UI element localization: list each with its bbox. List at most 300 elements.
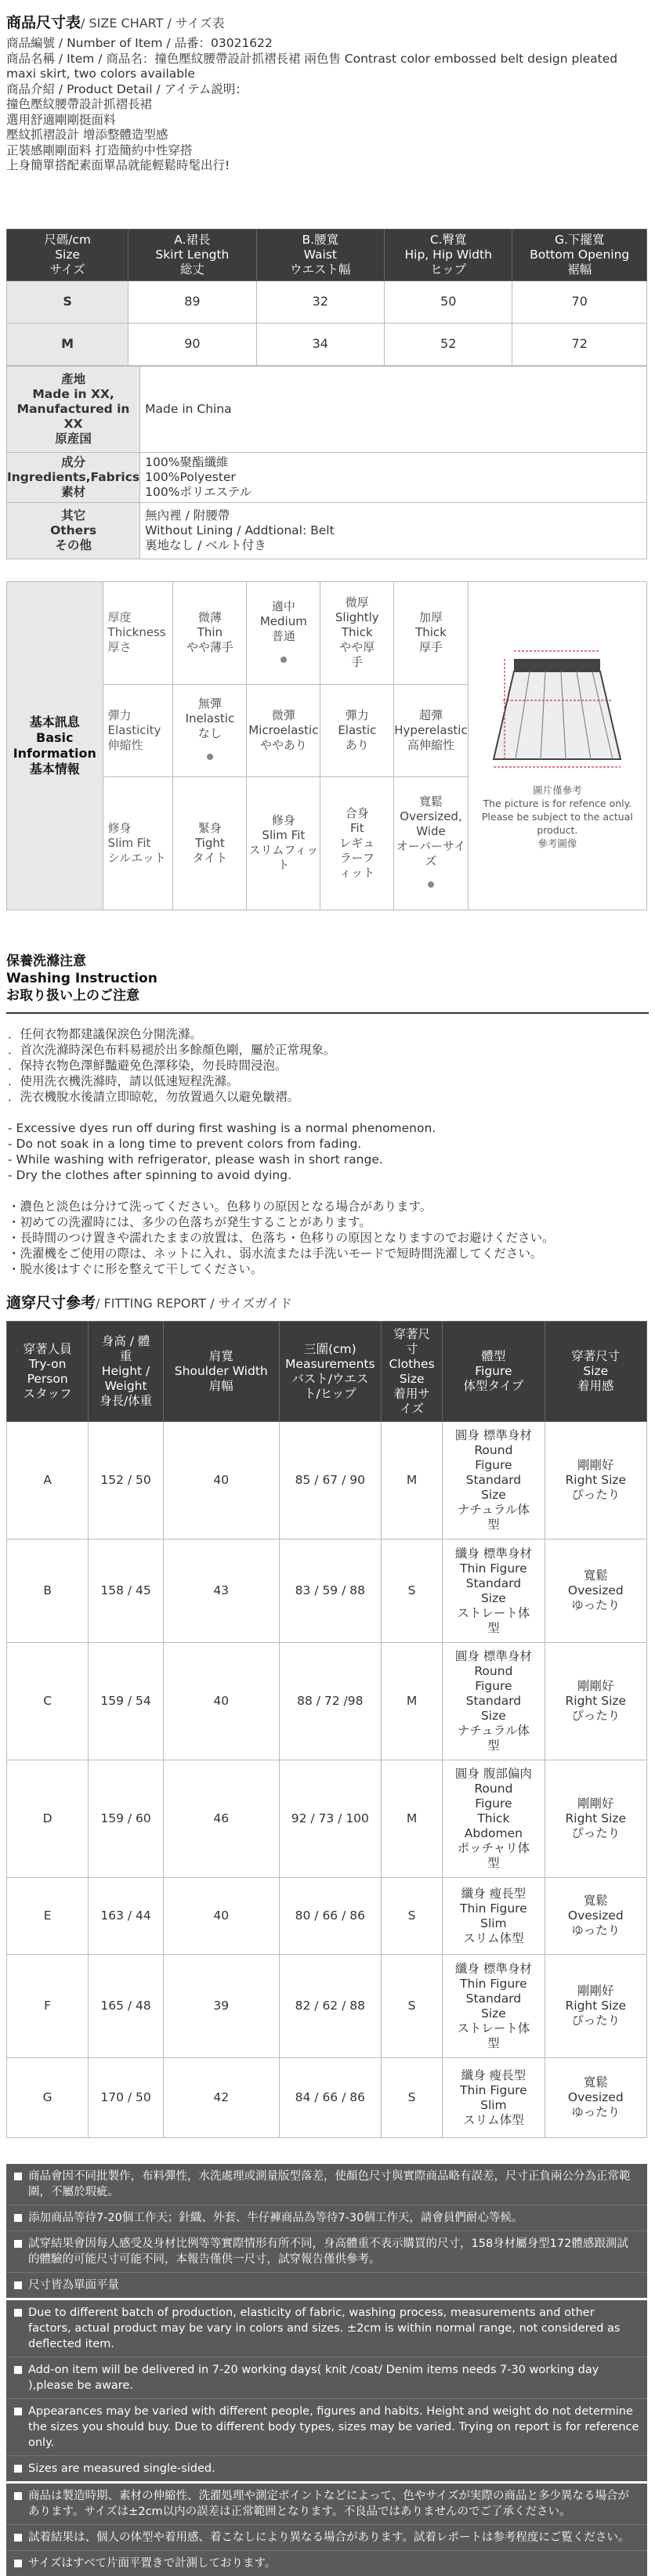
figure-line: ナチュラル体 (457, 1724, 530, 1738)
figure-line: 纖身 瘦長型 (461, 1886, 527, 1901)
figure-line: Slim (480, 2097, 507, 2112)
bullet-square-icon (14, 2560, 22, 2567)
note-row (6, 2273, 647, 2298)
fitting-column-header (7, 1322, 89, 1422)
info-value-line: 100%聚酯纖維 (145, 455, 229, 469)
option-line: スリムフィット (248, 843, 319, 873)
category-line: 修身 (107, 820, 132, 835)
fit-feel-cell (545, 1955, 646, 2058)
diagram-note-line: 參考圖像 (537, 838, 577, 849)
info-label-line: その他 (55, 538, 92, 552)
size-cell: 52 (385, 324, 512, 366)
figure-line: 型 (487, 1856, 500, 1870)
info-value-line: 無內裡 / 附腰帶 (145, 508, 230, 523)
figure-line: ストレート体 (457, 1605, 530, 1620)
fitting-cell: S (382, 1878, 443, 1955)
diagram-note (469, 783, 646, 850)
fitting-row (7, 1760, 647, 1878)
header-line: サイズ (49, 262, 85, 277)
fit-line: Right Size (565, 1694, 627, 1708)
figure-line: Size (480, 1488, 506, 1502)
header-line: 身高 / 體 (101, 1334, 150, 1348)
washing-line: ・初めての洗濯時には、多少の色落ちが発生することがあります。 (8, 1215, 371, 1229)
note-text: サイズはすべて片面平置きで計測しております。 (28, 2557, 277, 2570)
figure-line: スリム体型 (463, 1930, 524, 1945)
feature-category (103, 776, 173, 910)
washing-line: - While washing with refrigerator, please wash in short range. (8, 1152, 383, 1167)
size-cell: 90 (128, 324, 256, 366)
product-line: 上身簡單搭配素面單品就能輕鬆時髦出行! (6, 158, 230, 173)
fitting-cell: A (7, 1422, 89, 1539)
option-line: 修身 (271, 813, 295, 828)
info-label-line: Others (50, 523, 97, 537)
header-line: Figure (475, 1364, 512, 1378)
fitting-header-row (7, 1322, 647, 1422)
feature-option (173, 582, 247, 685)
info-label-line: Ingredients,Fabrics (7, 470, 140, 484)
fit-line: Ovesized (567, 1583, 624, 1597)
fitting-cell: S (382, 2058, 443, 2138)
category-line: Thickness (107, 625, 166, 640)
washing-line: ・脱水後はすぐに形を整えて干してください。 (8, 1262, 263, 1276)
bullet-square-icon (14, 2214, 22, 2222)
feature-option (247, 684, 320, 776)
washing-jp (8, 1199, 649, 1277)
header-line: Hip, Hip Width (404, 248, 492, 262)
fitting-cell: 40 (163, 1878, 279, 1955)
bullet-square-icon (14, 2534, 22, 2542)
fitting-cell: 84 / 66 / 86 (279, 2058, 381, 2138)
header-line: 穿著人員 (23, 1341, 72, 1356)
fitting-cell: 46 (163, 1760, 279, 1878)
fit-line: 剛剛好 (577, 1679, 614, 1693)
fit-line: ゆったり (571, 1923, 621, 1937)
info-value-line: 裏地なし / ベルト付き (145, 538, 266, 552)
feature-option (247, 776, 320, 910)
header-line: 重 (119, 1349, 132, 1363)
figure-line: Round (474, 1443, 513, 1457)
note-row (6, 2525, 647, 2551)
header-line: Clothes (389, 1356, 435, 1371)
header-line: スタッフ (23, 1386, 72, 1401)
figure-line: Standard (465, 1473, 522, 1487)
fitting-cell: 165 / 48 (89, 1955, 164, 2058)
basic-info-label (7, 582, 103, 910)
header-line: 総丈 (179, 262, 204, 277)
category-line: Elasticity (107, 722, 161, 737)
selected-dot-icon (428, 881, 434, 888)
header-line: Weight (104, 1379, 147, 1393)
header-line: 穿著尺寸 (571, 1349, 621, 1363)
figure-line: Thin Figure (460, 1901, 527, 1916)
fit-feel-cell (545, 1760, 646, 1878)
size-table (6, 229, 647, 366)
option-line: なし (197, 726, 222, 741)
fit-line: ぴったり (571, 1826, 621, 1840)
basic-info-line: Information (13, 746, 96, 761)
product-line: 商品名稱 / Item / 商品名：撞色壓紋腰帶設計抓褶長裙 兩色售 Contrast color embossed belt design pleated maxi skirt, two colors available (6, 51, 618, 81)
fit-line: 寬鬆 (583, 1894, 608, 1908)
basic-info-line: Basic (36, 730, 74, 745)
note-text: Appearances may be varied with different people, figures and habits. Height and weight do not determine the sizes you should buy. Due to different body types, sizes may be varied. Trying on report is for reference only. (28, 2405, 639, 2449)
washing-line: ．首次洗滌時深色布料易褪於出多餘顏色剛，屬於正常現象。 (8, 1043, 336, 1057)
feature-option (394, 684, 468, 776)
washing-line: ・長時間のつけ置きや濡れたままの放置は、色落ち・色移りの原因となりますのでお避けください。 (8, 1231, 555, 1245)
fit-line: ぴったり (571, 1488, 621, 1502)
info-label-line: 其它 (61, 508, 86, 523)
feature-row (7, 582, 647, 685)
info-row (7, 503, 647, 559)
size-column-header (7, 230, 128, 281)
fitting-cell: 43 (163, 1539, 279, 1643)
figure-type-cell (443, 1643, 545, 1760)
info-label-line: 素材 (61, 485, 86, 499)
figure-line: 圓身 標準身材 (454, 1649, 532, 1663)
info-value-line: Made in China (145, 402, 232, 416)
figure-type-cell (443, 1878, 545, 1955)
figure-line: 型 (487, 2035, 500, 2050)
note-row (6, 2231, 647, 2273)
category-line: 伸縮性 (107, 737, 143, 752)
washing-line: ・洗濯機をご使用の際は、ネットに入れ、弱水流または手洗いモードで短時間洗濯してください。 (8, 1246, 543, 1261)
fitting-column-header (382, 1322, 443, 1422)
header-line: 體型 (481, 1349, 506, 1363)
fit-feel-cell (545, 2058, 646, 2138)
size-cell: 89 (128, 281, 256, 324)
selected-indicator (247, 652, 320, 667)
fit-line: Ovesized (567, 2090, 624, 2104)
note-row (6, 2456, 647, 2481)
header-line: バスト/ウエス (291, 1371, 369, 1386)
fitting-row (7, 1539, 647, 1643)
fitting-column-header (279, 1322, 381, 1422)
fitting-cell: E (7, 1878, 89, 1955)
header-line: ト/ヒップ (303, 1386, 356, 1401)
note-text: 添加商品等待7-20個工作天；針織、外套、牛仔褲商品為等待7-30個工作天，請會員們耐心等候。 (28, 2212, 523, 2224)
option-line: 超彈 (418, 707, 443, 722)
header-line: 三圍(cm) (303, 1341, 356, 1356)
feature-option (320, 684, 394, 776)
header-line: 着用サ (393, 1386, 430, 1401)
selected-indicator (394, 877, 467, 892)
option-line: ズ (425, 854, 437, 869)
basic-info-line: 基本情報 (29, 762, 80, 776)
option-line: Fit (349, 820, 364, 835)
header-line: ウエスト幅 (290, 262, 351, 277)
fit-feel-cell (545, 1422, 646, 1539)
fitting-cell: 39 (163, 1955, 279, 2058)
note-row (6, 2205, 647, 2231)
header-line: Measurements (285, 1356, 375, 1371)
option-line: 厚手 (418, 640, 443, 655)
category-line: 彈力 (107, 707, 132, 722)
figure-line: 型 (487, 1620, 500, 1635)
header-line: 肩寬 (208, 1349, 233, 1363)
note-text: 試穿結果會因每人感受及身材比例等等實際情形有所不同，身高體重不表示購買的尺寸，158身材屬身型172體感跟測試的體驗的可能尺寸可能不同，本報告僅供一尺寸，試穿報告僅供參考。 (28, 2238, 628, 2266)
washing-line: ．任何衣物都建議保淚色分開洗滌。 (8, 1027, 203, 1041)
bullet-square-icon (14, 2281, 22, 2289)
bullet-square-icon (14, 2492, 22, 2500)
figure-type-cell (443, 1955, 545, 2058)
header-line: 穿著尺 (393, 1326, 430, 1341)
fitting-cell: 83 / 59 / 88 (279, 1539, 381, 1643)
washing-instructions (8, 1026, 649, 1277)
header-line: 着用感 (577, 1379, 614, 1393)
info-value-line: 100%ポリエステル (145, 485, 252, 499)
fit-line: 剛剛好 (577, 1796, 614, 1811)
note-row (6, 2300, 647, 2357)
figure-type-cell (443, 1539, 545, 1643)
option-line: Thin (197, 625, 223, 640)
note-row (6, 2357, 647, 2399)
option-line: 適中 (271, 599, 295, 613)
fitting-cell: 159 / 54 (89, 1643, 164, 1760)
info-value (140, 367, 647, 453)
feature-category (103, 684, 173, 776)
info-value-line: 100%Polyester (145, 470, 236, 484)
fitting-cell: 170 / 50 (89, 2058, 164, 2138)
notes-zh (6, 2164, 647, 2298)
product-description (6, 36, 649, 174)
product-info-table (6, 366, 647, 559)
fitting-cell: S (382, 1955, 443, 2058)
fitting-row (7, 1878, 647, 1955)
option-line: Wide (416, 824, 446, 839)
fit-feel-cell (545, 1643, 646, 1760)
figure-line: Thin Figure (460, 1976, 527, 1991)
option-line: ィット (339, 865, 375, 880)
figure-line: ポッチャリ体 (457, 1841, 530, 1855)
figure-line: Figure (475, 1796, 512, 1811)
header-line: Try-on (28, 1356, 67, 1371)
fit-line: ゆったり (571, 2105, 621, 2119)
bullet-square-icon (14, 2240, 22, 2248)
product-line: 撞色壓紋腰帶設計抓褶長裙 (6, 97, 153, 112)
fitting-column-header (89, 1322, 164, 1422)
note-row (6, 2164, 647, 2205)
size-cell: S (7, 281, 128, 324)
fit-line: Right Size (565, 1999, 627, 2013)
fitting-cell: 92 / 73 / 100 (279, 1760, 381, 1878)
option-line: やや厚 (339, 640, 375, 655)
info-label (7, 453, 140, 503)
note-row (6, 2484, 647, 2525)
size-header-row (7, 230, 647, 281)
option-line: Slim Fit (262, 828, 306, 843)
info-label-line: 原産国 (55, 432, 92, 446)
figure-line: Thin Figure (460, 1561, 527, 1576)
size-cell: M (7, 324, 128, 366)
note-text: Due to different batch of production, elasticity of fabric, washing process, measurements and other factors, actual product may be vary in colors and sizes. ±2cm is within normal range, not considered as deflected item. (28, 2306, 621, 2350)
header-line: ヒップ (430, 262, 467, 277)
header-line: Shoulder Width (174, 1364, 268, 1378)
fitting-cell: 82 / 62 / 88 (279, 1955, 381, 2058)
info-label-line: Made in XX, Manufactured in XX (16, 387, 130, 431)
info-label-line: 成分 (61, 455, 86, 469)
figure-line: Figure (475, 1679, 512, 1693)
fitting-cell: 40 (163, 1422, 279, 1539)
basic-information-table (6, 581, 647, 910)
note-text: 商品は製造時期、素材の伸縮性、洗濯処理や測定ポイントなどによって、色やサイズが実際の商品と多少異なる場合があります。サイズは±2cm以内の誤差は正常範囲となります。不良品ではありませんのでご了承ください。 (28, 2490, 630, 2518)
option-line: Oversized, (400, 809, 462, 824)
size-column-header (128, 230, 256, 281)
category-line: Slim Fit (107, 835, 151, 850)
option-line: 寬鬆 (418, 794, 443, 809)
info-label (7, 367, 140, 453)
washing-title: 保養洗滌注意 Washing Instruction お取り扱い上のご注意 (6, 953, 157, 1004)
notes-en (6, 2298, 647, 2481)
figure-line: 型 (487, 1518, 500, 1532)
fitting-cell: 42 (163, 2058, 279, 2138)
figure-line: 圓身 標準身材 (454, 1428, 532, 1442)
option-line: Thick (341, 625, 373, 640)
fit-line: Ovesized (567, 1908, 624, 1923)
feature-option (320, 776, 394, 910)
fitting-cell: 159 / 60 (89, 1760, 164, 1878)
info-label-line: 產地 (61, 372, 86, 386)
feature-option (320, 582, 394, 685)
diagram-note-line: The picture is for refence only. (483, 798, 632, 809)
feature-option (394, 582, 468, 685)
figure-line: Figure (475, 1458, 512, 1472)
washing-line: ．洗衣機脫水後請立即晾乾，勿放置過久以避免皺褶。 (8, 1090, 300, 1104)
figure-type-cell (443, 2058, 545, 2138)
option-line: 合身 (345, 805, 369, 820)
fitting-column-header (545, 1322, 646, 1422)
washing-line: ．保持衣物色澤鮮豔避免色澤移染，勿長時間浸泡。 (8, 1058, 288, 1073)
fitting-report-title: 適穿尺寸參考/ FITTING REPORT / サイズガイド (6, 1294, 292, 1312)
header-line: Size (399, 1371, 425, 1386)
option-line: Medium (259, 613, 307, 628)
option-line: Elastic (338, 722, 377, 737)
product-line: 商品介紹 / Product Detail / アイテム説明： (6, 81, 248, 96)
fitting-report-table (6, 1321, 647, 2138)
size-chart-title: 商品尺寸表/ SIZE CHART / サイズ表 (6, 14, 225, 31)
figure-line: Slim (480, 1916, 507, 1930)
product-line: 商品編號 / Number of Item / 品番：03021622 (6, 36, 273, 51)
bullet-square-icon (14, 2465, 22, 2473)
header-line: Waist (303, 248, 337, 262)
fitting-cell: S (382, 1539, 443, 1643)
header-line: Size (55, 248, 81, 262)
washing-line: ．使用洗衣機洗滌時，請以低速短程洗滌。 (8, 1074, 239, 1088)
fitting-row (7, 1422, 647, 1539)
washing-line: - Dry the clothes after spinning to avoid dying. (8, 1168, 292, 1182)
figure-line: Thick (477, 1811, 510, 1825)
selected-dot-icon (280, 657, 287, 663)
size-row (7, 281, 647, 324)
option-line: 緊身 (197, 820, 222, 835)
category-line: 厚さ (107, 640, 132, 655)
diagram-note-line: 圖片僅參考 (533, 784, 582, 796)
fit-line: 剛剛好 (577, 1984, 614, 1998)
feature-option (394, 776, 468, 910)
feature-option (247, 582, 320, 685)
product-line: 壓紋抓褶設計 增添整體造型感 (6, 128, 168, 143)
fitting-row (7, 2058, 647, 2138)
option-line: Slightly (335, 610, 379, 625)
basic-info-line: 基本訊息 (29, 715, 80, 729)
size-row (7, 324, 647, 366)
bullet-square-icon (14, 2309, 22, 2317)
option-line: Inelastic (185, 711, 235, 726)
fit-line: 寬鬆 (583, 1568, 608, 1583)
selected-dot-icon (207, 754, 213, 760)
info-row (7, 367, 647, 453)
figure-line: 型 (487, 1738, 500, 1753)
category-line: シルエット (107, 850, 166, 865)
option-line: Thick (415, 625, 447, 640)
header-line: 肩幅 (208, 1379, 233, 1393)
fit-feel-cell (545, 1539, 646, 1643)
note-text: 商品會因不同批製作，布料彈性，水洗處理或測量版型落差，使顏色尺寸與實際商品略有誤差，尺寸正負兩公分為正常範圍，不屬於瑕疵。 (28, 2170, 631, 2198)
header-line: 身長/体重 (99, 1394, 153, 1408)
fit-line: 寬鬆 (583, 2075, 608, 2089)
figure-line: 纖身 標準身材 (454, 1961, 532, 1976)
figure-line: Size (480, 2006, 506, 2021)
option-line: 無彈 (197, 696, 222, 711)
header-line: Height / (101, 1364, 150, 1378)
fit-line: ゆったり (571, 1598, 621, 1612)
feature-option (173, 684, 247, 776)
figure-line: ストレート体 (457, 2021, 530, 2035)
size-cell: 32 (256, 281, 384, 324)
product-line: 選用舒適剛剛挺面料 (6, 112, 116, 127)
header-line: Size (583, 1364, 609, 1378)
figure-line: Round (474, 1664, 513, 1678)
header-line: イズ (400, 1401, 425, 1416)
washing-line: - Do not soak in a long time to prevent colors from fading. (8, 1137, 362, 1151)
figure-line: Standard (465, 1991, 522, 2006)
product-line: 正裝感剛剛面料 打造簡約中性穿搭 (6, 143, 193, 157)
option-line: タイト (192, 850, 228, 865)
fit-line: Right Size (565, 1811, 627, 1825)
header-line: Bottom Opening (530, 248, 630, 262)
option-line: あり (345, 737, 369, 752)
header-line: C.臀寬 (429, 233, 467, 247)
figure-line: Size (480, 1590, 506, 1605)
fitting-cell: 158 / 45 (89, 1539, 164, 1643)
header-line: Skirt Length (155, 248, 230, 262)
bullet-square-icon (14, 2173, 22, 2180)
figure-line: Thin Figure (460, 2082, 527, 2097)
figure-line: Standard (465, 1576, 522, 1590)
option-line: Microelastic (248, 722, 319, 737)
info-value (140, 503, 647, 559)
size-column-header (385, 230, 512, 281)
option-line: 加厚 (418, 610, 443, 625)
notes-jp (6, 2481, 647, 2576)
fitting-cell: 152 / 50 (89, 1422, 164, 1539)
note-row (6, 2399, 647, 2456)
info-value-line: Without Lining / Addtional: Belt (145, 523, 335, 537)
diagram-note-line: product. (537, 824, 578, 836)
option-line: ややあり (259, 737, 307, 752)
figure-type-cell (443, 1760, 545, 1878)
note-row (6, 2551, 647, 2576)
washing-en (8, 1120, 649, 1183)
fitting-cell: 40 (163, 1643, 279, 1760)
fitting-row (7, 1955, 647, 2058)
header-line: A.裙長 (174, 233, 211, 247)
washing-line: - Excessive dyes run off during first washing is a normal phenomenon. (8, 1121, 436, 1135)
skirt-diagram-icon (483, 642, 631, 775)
option-line: Hyperelastic (394, 722, 468, 737)
header-line: 裾幅 (567, 262, 592, 277)
note-text: 尺寸皆為單面平量 (28, 2279, 119, 2292)
option-line: 高伸縮性 (407, 737, 454, 752)
diagram-note-line: Please be subject to the actual (481, 811, 633, 823)
